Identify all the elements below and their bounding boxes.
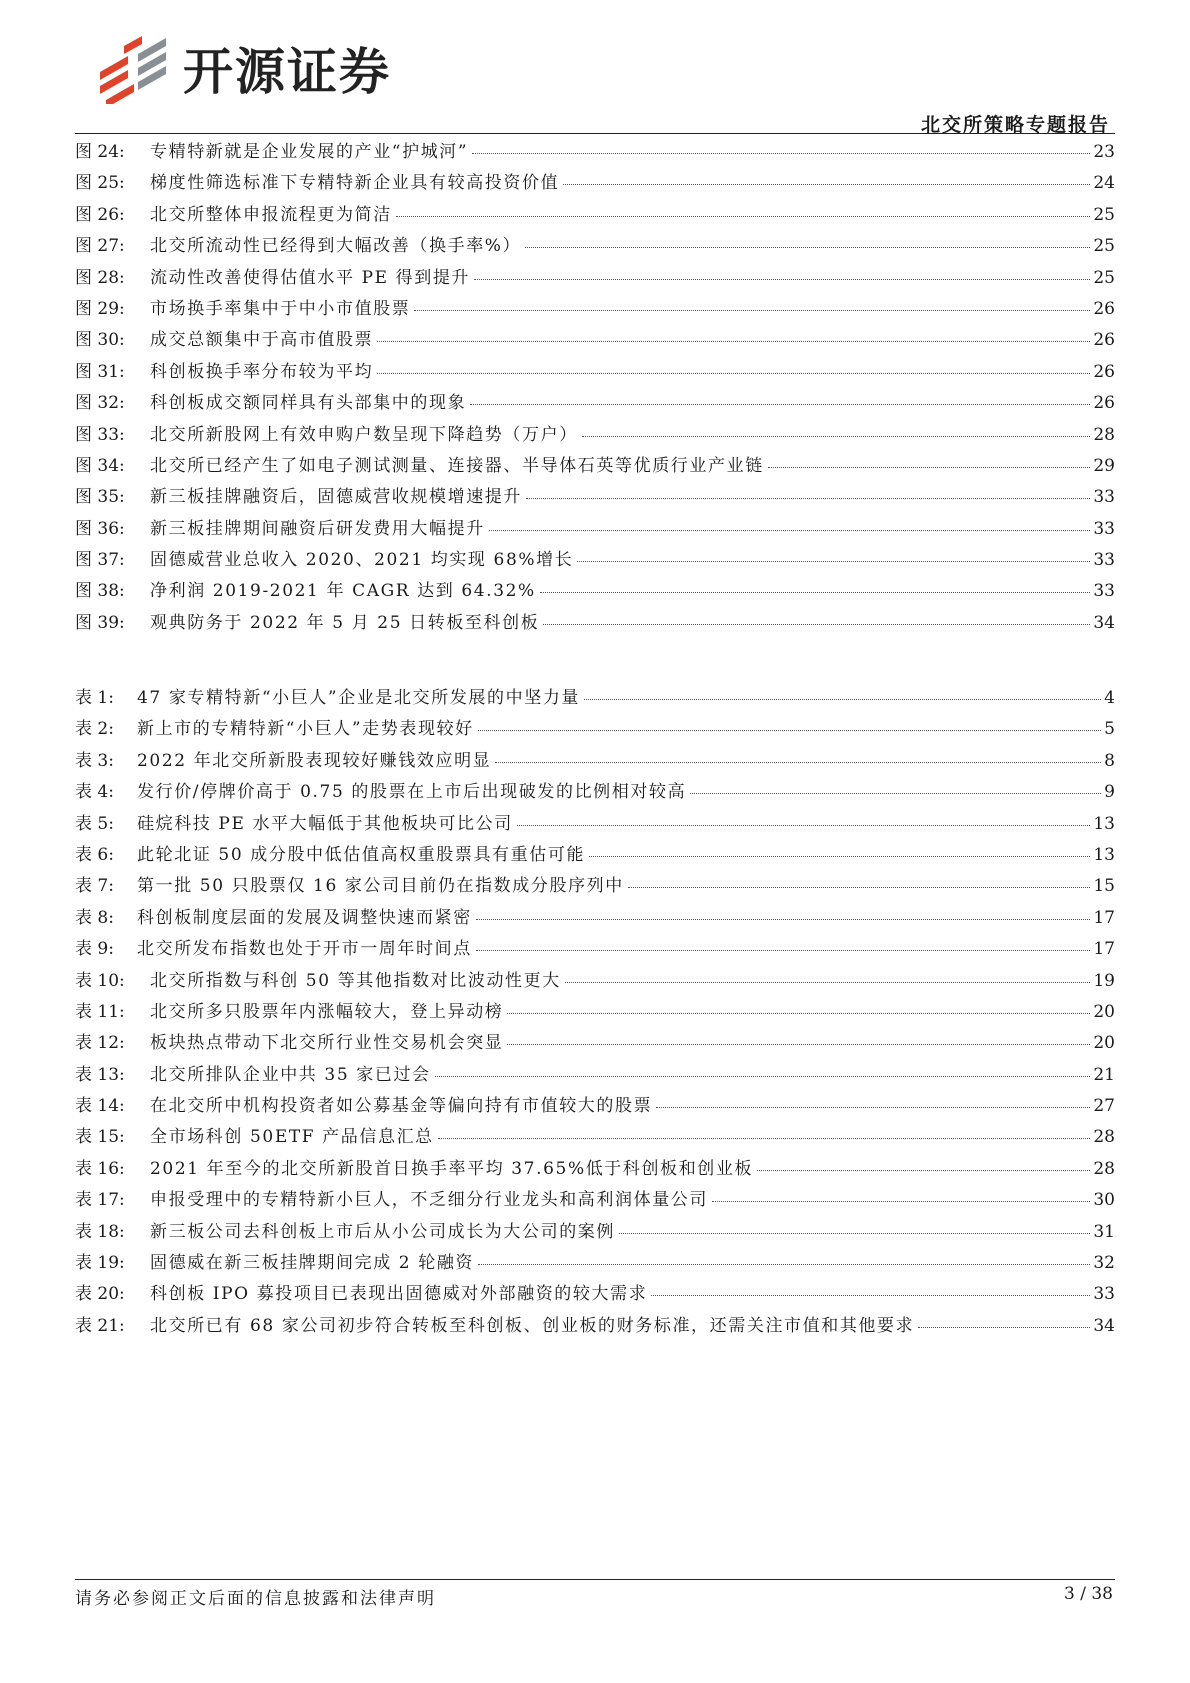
dot-leader — [582, 436, 1091, 437]
entry-title: 第一批 50 只股票仅 16 家公司目前仍在指数成分股序列中 — [137, 876, 624, 897]
dot-leader — [712, 1201, 1090, 1202]
entry-title: 发行价/停牌价高于 0.75 的股票在上市后出现破发的比例相对较高 — [137, 782, 687, 803]
footer-divider — [75, 1579, 1115, 1580]
toc-entry[interactable] — [75, 388, 1115, 419]
entry-title: 北交所排队企业中共 35 家已过会 — [150, 1064, 431, 1085]
dot-leader — [577, 561, 1090, 562]
entry-page: 33 — [1093, 1284, 1115, 1305]
dot-leader — [690, 793, 1101, 794]
entry-page: 24 — [1093, 173, 1115, 194]
toc-entry[interactable] — [75, 1122, 1115, 1153]
dot-leader — [489, 530, 1091, 531]
entry-title: 科创板成交额同样具有头部集中的现象 — [150, 393, 467, 414]
toc-entry[interactable] — [75, 1185, 1115, 1216]
entry-title: 新三板挂牌期间融资后研发费用大幅提升 — [150, 518, 485, 539]
entry-label: 表 16: — [75, 1158, 125, 1179]
entry-label: 图 31: — [75, 361, 125, 382]
entry-label: 图 33: — [75, 424, 125, 445]
dot-leader — [584, 699, 1101, 700]
entry-title: 流动性改善使得估值水平 PE 得到提升 — [150, 267, 471, 288]
dot-leader — [507, 1013, 1090, 1014]
dot-leader — [768, 467, 1091, 468]
footer-disclaimer: 请务必参阅正文后面的信息披露和法律声明 — [75, 1589, 436, 1609]
toc-entry[interactable] — [75, 451, 1115, 482]
entry-title: 观典防务于 2022 年 5 月 25 日转板至科创板 — [150, 612, 540, 633]
toc-entry[interactable] — [75, 840, 1115, 871]
toc-entry[interactable] — [75, 1279, 1115, 1310]
entry-label: 表 10: — [75, 970, 125, 991]
entry-page: 20 — [1093, 1033, 1115, 1054]
entry-page: 25 — [1093, 204, 1115, 225]
entry-label: 图 34: — [75, 455, 125, 476]
toc-entry[interactable] — [75, 514, 1115, 545]
toc-entry[interactable] — [75, 545, 1115, 576]
dot-leader — [918, 1327, 1090, 1328]
entry-page: 28 — [1093, 1127, 1115, 1148]
entry-page: 26 — [1093, 330, 1115, 351]
entry-title: 固德威营业总收入 2020、2021 均实现 68%增长 — [150, 550, 574, 571]
entry-title: 科创板换手率分布较为平均 — [150, 361, 374, 382]
dot-leader — [628, 887, 1090, 888]
entry-label: 表 9: — [75, 939, 114, 960]
entry-page: 28 — [1093, 424, 1115, 445]
entry-title: 北交所流动性已经得到大幅改善（换手率%） — [150, 236, 522, 257]
entry-label: 表 3: — [75, 750, 114, 771]
toc-entry[interactable] — [75, 420, 1115, 451]
entry-label: 图 25: — [75, 173, 125, 194]
entry-label: 图 27: — [75, 236, 125, 257]
entry-title: 北交所整体申报流程更为简洁 — [150, 204, 392, 225]
entry-label: 表 7: — [75, 876, 114, 897]
entry-page: 26 — [1093, 298, 1115, 319]
dot-leader — [565, 982, 1091, 983]
entry-title: 全市场科创 50ETF 产品信息汇总 — [150, 1127, 434, 1148]
dot-leader — [656, 1107, 1090, 1108]
toc-entry[interactable] — [75, 1311, 1115, 1342]
entry-page: 31 — [1093, 1221, 1115, 1242]
entry-page: 33 — [1093, 518, 1115, 539]
dot-leader — [414, 310, 1090, 311]
toc-entry[interactable] — [75, 1154, 1115, 1185]
entry-title: 净利润 2019-2021 年 CAGR 达到 64.32% — [150, 581, 536, 602]
toc-entry[interactable] — [75, 576, 1115, 607]
toc-entry[interactable] — [75, 1060, 1115, 1091]
entry-label: 表 20: — [75, 1284, 125, 1305]
entry-label: 图 28: — [75, 267, 125, 288]
dot-leader — [563, 184, 1090, 185]
entry-page: 34 — [1093, 612, 1115, 633]
dot-leader — [543, 624, 1090, 625]
entry-page: 17 — [1093, 907, 1115, 928]
page-number: 3 / 38 — [1064, 1584, 1113, 1604]
entry-page: 28 — [1093, 1158, 1115, 1179]
entry-page: 19 — [1093, 970, 1115, 991]
entry-title: 成交总额集中于高市值股票 — [150, 330, 374, 351]
entry-label: 图 26: — [75, 204, 125, 225]
entry-label: 表 4: — [75, 782, 114, 803]
entry-page: 8 — [1104, 750, 1115, 771]
dot-leader — [507, 1044, 1090, 1045]
entry-title: 梯度性筛选标准下专精特新企业具有较高投资价值 — [150, 173, 560, 194]
entry-page: 23 — [1093, 142, 1115, 162]
entry-label: 表 17: — [75, 1190, 125, 1211]
report-type-title: 北交所策略专题报告 — [920, 114, 1110, 136]
dot-leader — [476, 950, 1091, 951]
entry-label: 表 18: — [75, 1221, 125, 1242]
table-list — [75, 683, 1115, 1342]
entry-label: 表 15: — [75, 1127, 125, 1148]
entry-page: 9 — [1104, 782, 1115, 803]
dot-leader — [651, 1295, 1090, 1296]
entry-page: 33 — [1093, 581, 1115, 602]
dot-leader — [474, 279, 1090, 280]
entry-label: 图 29: — [75, 298, 125, 319]
entry-title: 北交所多只股票年内涨幅较大，登上异动榜 — [150, 1001, 504, 1022]
toc-entry[interactable] — [75, 1091, 1115, 1122]
dot-leader — [517, 825, 1091, 826]
toc-entry[interactable] — [75, 966, 1115, 997]
entry-page: 26 — [1093, 393, 1115, 414]
entry-title: 北交所发布指数也处于开市一周年时间点 — [137, 939, 472, 960]
entry-page: 4 — [1104, 688, 1115, 708]
entry-title: 固德威在新三板挂牌期间完成 2 轮融资 — [150, 1253, 475, 1274]
entry-page: 32 — [1093, 1253, 1115, 1274]
entry-title: 北交所已有 68 家公司初步符合转板至科创板、创业板的财务标准，还需关注市值和其他要求 — [150, 1315, 915, 1336]
entry-page: 34 — [1093, 1315, 1115, 1336]
entry-title: 申报受理中的专精特新小巨人，不乏细分行业龙头和高利润体量公司 — [150, 1190, 708, 1211]
dot-leader — [377, 341, 1090, 342]
dot-leader — [396, 216, 1091, 217]
entry-title: 此轮北证 50 成分股中低估值高权重股票具有重估可能 — [137, 844, 586, 865]
entry-title: 硅烷科技 PE 水平大幅低于其他板块可比公司 — [137, 813, 513, 834]
entry-label: 图 37: — [75, 550, 125, 571]
dot-leader — [470, 404, 1090, 405]
entry-label: 表 13: — [75, 1064, 125, 1085]
toc-entry[interactable] — [75, 746, 1115, 777]
entry-label: 图 38: — [75, 581, 125, 602]
brand-name: 开源证券 — [183, 43, 391, 101]
toc-entry[interactable] — [75, 683, 1115, 714]
entry-title: 47 家专精特新“小巨人”企业是北交所发展的中坚力量 — [137, 688, 581, 708]
dot-leader — [435, 1076, 1091, 1077]
entry-title: 专精特新就是企业发展的产业“护城河” — [150, 142, 469, 162]
toc-entry[interactable] — [75, 137, 1115, 168]
entry-page: 21 — [1093, 1064, 1115, 1085]
entry-label: 图 30: — [75, 330, 125, 351]
entry-label: 表 12: — [75, 1033, 125, 1054]
entry-title: 科创板 IPO 募投项目已表现出固德威对外部融资的较大需求 — [150, 1284, 648, 1305]
entry-label: 表 19: — [75, 1253, 125, 1274]
toc-entry[interactable] — [75, 871, 1115, 902]
entry-title: 新三板挂牌融资后，固德威营收规模增速提升 — [150, 487, 522, 508]
dot-leader — [589, 856, 1090, 857]
entry-page: 13 — [1093, 813, 1115, 834]
entry-label: 表 8: — [75, 907, 114, 928]
entry-label: 表 21: — [75, 1315, 125, 1336]
entry-page: 25 — [1093, 236, 1115, 257]
entry-label: 图 32: — [75, 393, 125, 414]
toc-entry[interactable] — [75, 934, 1115, 965]
entry-title: 板块热点带动下北交所行业性交易机会突显 — [150, 1033, 504, 1054]
toc-entry[interactable] — [75, 231, 1115, 262]
toc-entry[interactable] — [75, 1248, 1115, 1279]
toc-entry[interactable] — [75, 997, 1115, 1028]
entry-page: 30 — [1093, 1190, 1115, 1211]
dot-leader — [526, 498, 1090, 499]
dot-leader — [478, 1264, 1090, 1265]
toc-entry[interactable] — [75, 294, 1115, 325]
entry-label: 图 24: — [75, 142, 125, 162]
entry-label: 表 2: — [75, 719, 114, 740]
entry-label: 表 6: — [75, 844, 114, 865]
toc-entry[interactable] — [75, 608, 1115, 639]
toc-entry[interactable] — [75, 357, 1115, 388]
dot-leader — [472, 153, 1090, 154]
dot-leader — [377, 373, 1090, 374]
dot-leader — [757, 1170, 1090, 1171]
entry-page: 33 — [1093, 487, 1115, 508]
toc-entry[interactable] — [75, 809, 1115, 840]
toc-entry[interactable] — [75, 482, 1115, 513]
entry-page: 13 — [1093, 844, 1115, 865]
entry-title: 新上市的专精特新“小巨人”走势表现较好 — [137, 719, 474, 740]
entry-label: 表 5: — [75, 813, 114, 834]
entry-title: 在北交所中机构投资者如公募基金等偏向持有市值较大的股票 — [150, 1096, 653, 1117]
toc-entry[interactable] — [75, 714, 1115, 745]
dot-leader — [525, 247, 1090, 248]
toc-entry[interactable] — [75, 777, 1115, 808]
toc-entry[interactable] — [75, 903, 1115, 934]
header-divider — [75, 133, 1115, 134]
entry-title: 2021 年至今的北交所新股首日换手率平均 37.65%低于科创板和创业板 — [150, 1158, 754, 1179]
dot-leader — [540, 592, 1091, 593]
entry-label: 图 36: — [75, 518, 125, 539]
entry-page: 29 — [1093, 455, 1115, 476]
entry-page: 20 — [1093, 1001, 1115, 1022]
toc-entry[interactable] — [75, 1028, 1115, 1059]
entry-page: 25 — [1093, 267, 1115, 288]
entry-label: 表 1: — [75, 688, 114, 708]
entry-title: 市场换手率集中于中小市值股票 — [150, 298, 411, 319]
toc-entry[interactable] — [75, 200, 1115, 231]
entry-page: 33 — [1093, 550, 1115, 571]
dot-leader — [495, 762, 1101, 763]
entry-title: 北交所已经产生了如电子测试测量、连接器、半导体石英等优质行业产业链 — [150, 455, 764, 476]
entry-page: 26 — [1093, 361, 1115, 382]
dot-leader — [476, 919, 1091, 920]
entry-title: 2022 年北交所新股表现较好赚钱效应明显 — [137, 750, 492, 771]
entry-title: 新三板公司去科创板上市后从小公司成长为大公司的案例 — [150, 1221, 615, 1242]
toc-entry[interactable] — [75, 325, 1115, 356]
entry-label: 表 11: — [75, 1001, 125, 1022]
figure-list — [75, 137, 1115, 639]
toc-entry[interactable] — [75, 1217, 1115, 1248]
entry-page: 15 — [1093, 876, 1115, 897]
entry-title: 北交所指数与科创 50 等其他指数对比波动性更大 — [150, 970, 561, 991]
entry-page: 5 — [1104, 719, 1115, 740]
dot-leader — [619, 1233, 1090, 1234]
toc-entry[interactable] — [75, 168, 1115, 199]
entry-label: 图 39: — [75, 612, 125, 633]
entry-title: 科创板制度层面的发展及调整快速而紧密 — [137, 907, 472, 928]
entry-page: 17 — [1093, 939, 1115, 960]
entry-label: 图 35: — [75, 487, 125, 508]
entry-page: 27 — [1093, 1096, 1115, 1117]
dot-leader — [438, 1138, 1091, 1139]
dot-leader — [478, 730, 1101, 731]
entry-label: 表 14: — [75, 1096, 125, 1117]
toc-entry[interactable] — [75, 263, 1115, 294]
entry-title: 北交所新股网上有效申购户数呈现下降趋势（万户） — [150, 424, 578, 445]
